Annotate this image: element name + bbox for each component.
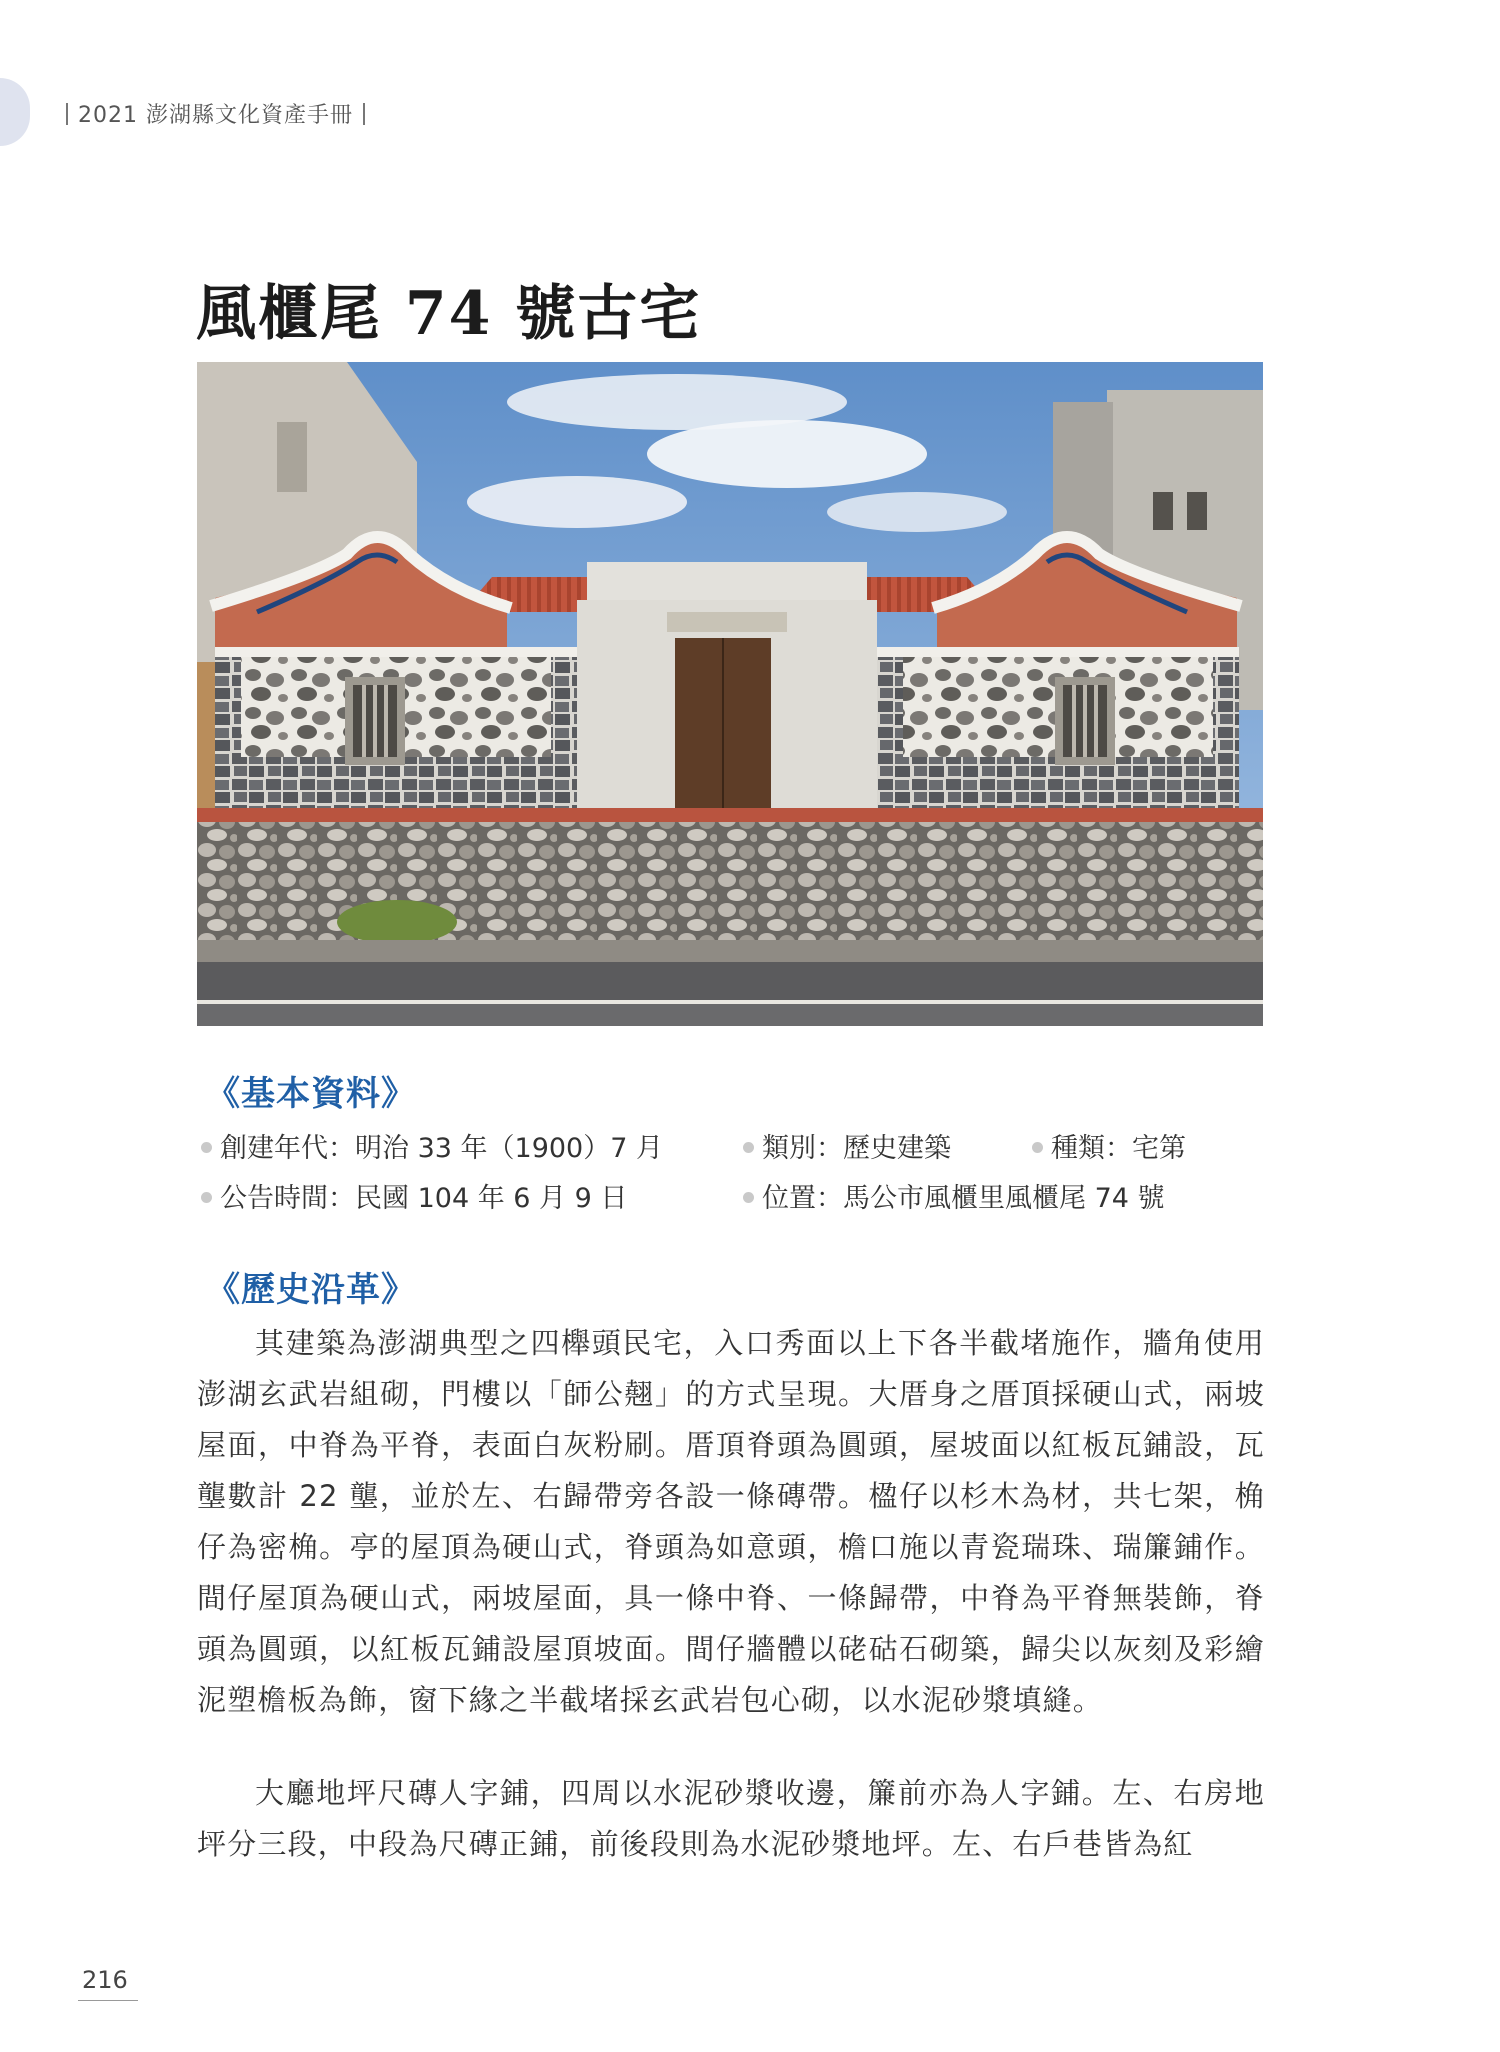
bullet-dot-icon [743,1192,754,1203]
bullet-dot-icon [743,1142,754,1153]
header-divider-right [363,103,365,125]
history-paragraph: 其建築為澎湖典型之四櫸頭民宅，入口秀面以上下各半截堵施作，牆角使用澎湖玄武岩組砌，門樓以「師公翹」的方式呈現。大厝身之厝頂採硬山式，兩坡屋面，中脊為平脊，表面白灰粉刷。厝頂脊頭為圓頭，屋坡面以紅板瓦鋪設，瓦壟數計 22 壟，並於左、右歸帶旁各設一條磚帶。楹仔以杉木為材，共七架，桷仔為密桷。亭的屋頂為硬山式，脊頭為如意頭，檐口施以青瓷瑞珠、瑞簾鋪作。間仔屋頂為硬山式，兩坡屋面，具一條中脊、一條歸帶，中脊為平脊無裝飾，脊頭為圓頭，以紅板瓦鋪設屋頂坡面。間仔牆體以硓𥑮石砌築，歸尖以灰刻及彩繪泥塑檐板為飾，窗下緣之半截堵採玄武岩包心砌，以水泥砂漿填縫。 [197,1326,1265,1717]
page-title: 風櫃尾 74 號古宅 [196,279,702,349]
info-item-type [1032,1126,1186,1165]
publication-title: 2021 澎湖縣文化資產手冊 [78,103,353,128]
info-announced-text: 公告時間：民國 104 年 6 月 9 日 [220,1183,628,1214]
running-header [56,98,375,129]
history-paragraph: 大廳地坪尺磚人字鋪，四周以水泥砂漿收邊，簾前亦為人字鋪。左、右房地坪分三段，中段為尺磚正鋪，前後段則為水泥砂漿地坪。左、右戶巷皆為紅 [197,1776,1265,1861]
bullet-dot-icon [201,1192,212,1203]
info-item-category [743,1126,951,1165]
info-item-announced [201,1176,627,1215]
info-founded-text: 創建年代：明治 33 年（1900）7 月 [220,1133,663,1164]
bullet-dot-icon [201,1142,212,1153]
history-heading: 《歷史沿革》 [206,1270,416,1310]
page-number-rule [78,2000,138,2001]
info-item-location [743,1176,1165,1215]
info-category-text: 類別：歷史建築 [762,1133,951,1164]
bullet-dot-icon [1032,1142,1043,1153]
info-location-text: 位置：馬公市風櫃里風櫃尾 74 號 [762,1183,1165,1214]
corner-tab [0,78,30,146]
house-photo [197,362,1263,1026]
header-divider-left [66,103,68,125]
basic-info-heading: 《基本資料》 [206,1074,416,1114]
info-type-text: 種類：宅第 [1051,1133,1186,1164]
info-item-founded [201,1126,663,1165]
page-number: 216 [82,1966,128,1994]
